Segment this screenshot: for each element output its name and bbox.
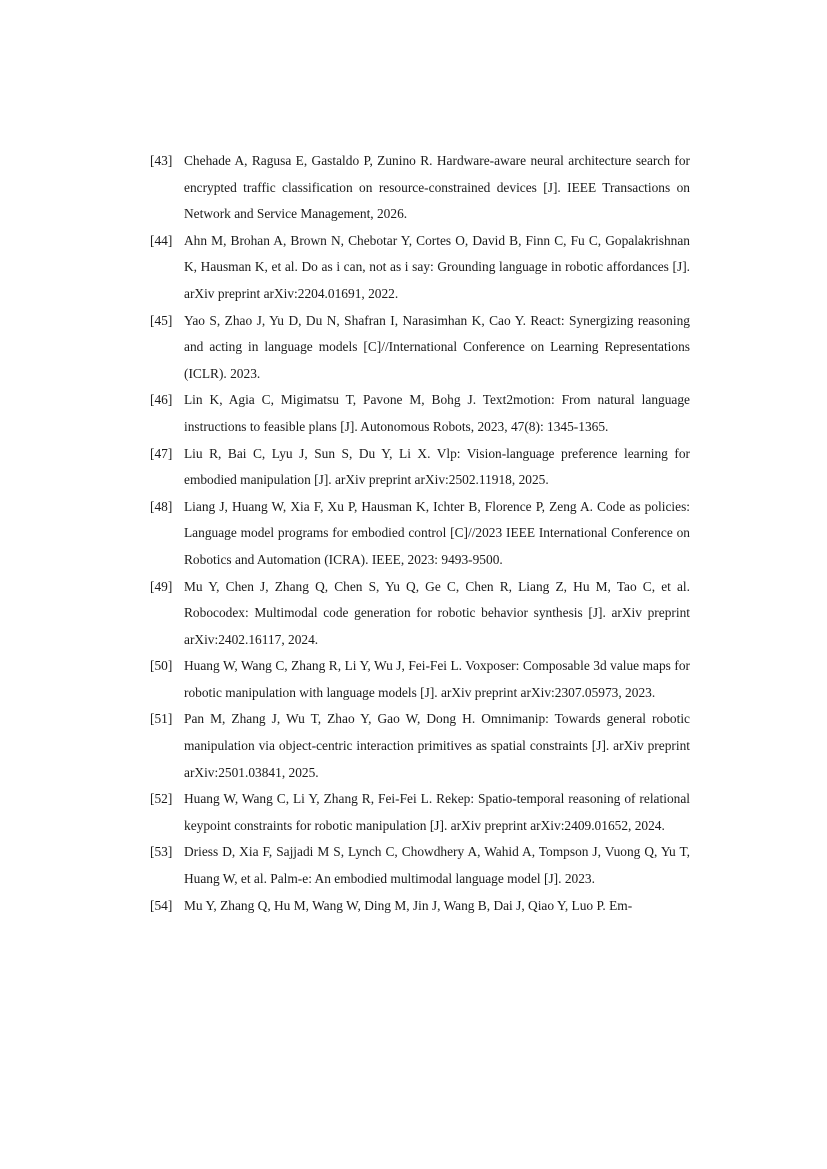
reference-49 bbox=[150, 574, 690, 654]
reference-number: [54] bbox=[150, 897, 173, 913]
reference-text: Huang W, Wang C, Zhang R, Li Y, Wu J, Fei-Fei L. Voxposer: Composable 3d value maps for robotic manipulation with language models [J]. arXiv preprint arXiv:2307.05973, 2023. bbox=[184, 658, 690, 700]
reference-text: Mu Y, Zhang Q, Hu M, Wang W, Ding M, Jin J, Wang B, Dai J, Qiao Y, Luo P. Em- bbox=[184, 897, 633, 913]
reference-47 bbox=[150, 441, 690, 494]
reference-number: [44] bbox=[150, 232, 173, 248]
reference-text: Lin K, Agia C, Migimatsu T, Pavone M, Bohg J. Text2motion: From natural language instructions to feasible plans [J]. Autonomous Robots, 2023, 47(8): 1345-1365. bbox=[184, 392, 690, 434]
reference-number: [45] bbox=[150, 312, 173, 328]
reference-text: Driess D, Xia F, Sajjadi M S, Lynch C, Chowdhery A, Wahid A, Tompson J, Vuong Q, Yu T, Huang W, et al. Palm-e: An embodied multimodal language model [J]. 2023. bbox=[184, 844, 690, 887]
reference-text: Liu R, Bai C, Lyu J, Sun S, Du Y, Li X. Vlp: Vision-language preference learning for embodied manipulation [J]. arXiv preprint arXiv:2502.11918, 2025. bbox=[184, 445, 690, 488]
reference-number: [46] bbox=[150, 392, 173, 408]
reference-53 bbox=[150, 839, 690, 892]
reference-46 bbox=[150, 387, 690, 440]
reference-number: [53] bbox=[150, 844, 173, 860]
reference-54 bbox=[150, 893, 690, 920]
reference-43 bbox=[150, 148, 690, 228]
reference-50 bbox=[150, 653, 690, 706]
reference-text: Pan M, Zhang J, Wu T, Zhao Y, Gao W, Dong H. Omnimanip: Towards general robotic manipulation via object-centric interaction primitives as spatial constraints [J]. arXiv preprint arXiv:2501.03841, 2025. bbox=[184, 711, 690, 780]
reference-text: Liang J, Huang W, Xia F, Xu P, Hausman K, Ichter B, Florence P, Zeng A. Code as policies: Language model programs for embodied control [C]//2023 IEEE International Conference on Robotics and Automation (ICRA). IEEE, 2023: 9493-9500. bbox=[184, 498, 690, 567]
reference-list bbox=[150, 148, 690, 919]
reference-number: [47] bbox=[150, 445, 173, 461]
reference-text: Huang W, Wang C, Li Y, Zhang R, Fei-Fei L. Rekep: Spatio-temporal reasoning of relational keypoint constraints for robotic manipulation [J]. arXiv preprint arXiv:2409.01652, 2024. bbox=[184, 791, 690, 833]
reference-52 bbox=[150, 786, 690, 839]
reference-number: [48] bbox=[150, 498, 173, 514]
reference-number: [50] bbox=[150, 658, 173, 674]
reference-number: [49] bbox=[150, 578, 173, 594]
reference-text: Chehade A, Ragusa E, Gastaldo P, Zunino R. Hardware-aware neural architecture search for encrypted traffic classification on resource-constrained devices [J]. IEEE Transactions on Network and Service Management, 2026. bbox=[184, 153, 690, 222]
reference-45 bbox=[150, 308, 690, 388]
reference-text: Yao S, Zhao J, Yu D, Du N, Shafran I, Narasimhan K, Cao Y. React: Synergizing reasoning and acting in language models [C]//International Conference on Learning Representations (ICLR). 2023. bbox=[184, 312, 690, 381]
reference-number: [52] bbox=[150, 791, 173, 807]
reference-48 bbox=[150, 494, 690, 574]
reference-51 bbox=[150, 706, 690, 786]
reference-number: [43] bbox=[150, 153, 173, 168]
reference-text: Mu Y, Chen J, Zhang Q, Chen S, Yu Q, Ge C, Chen R, Liang Z, Hu M, Tao C, et al. Robocodex: Multimodal code generation for robotic behavior synthesis [J]. arXiv preprint arXiv:2402.16117, 2024. bbox=[184, 578, 690, 647]
reference-number: [51] bbox=[150, 711, 173, 727]
reference-text: Ahn M, Brohan A, Brown N, Chebotar Y, Cortes O, David B, Finn C, Fu C, Gopalakrishnan K, Hausman K, et al. Do as i can, not as i say: Grounding language in robotic affordances [J]. arXiv preprint arXiv:2204.01691, 2022. bbox=[184, 232, 690, 301]
reference-44 bbox=[150, 228, 690, 308]
